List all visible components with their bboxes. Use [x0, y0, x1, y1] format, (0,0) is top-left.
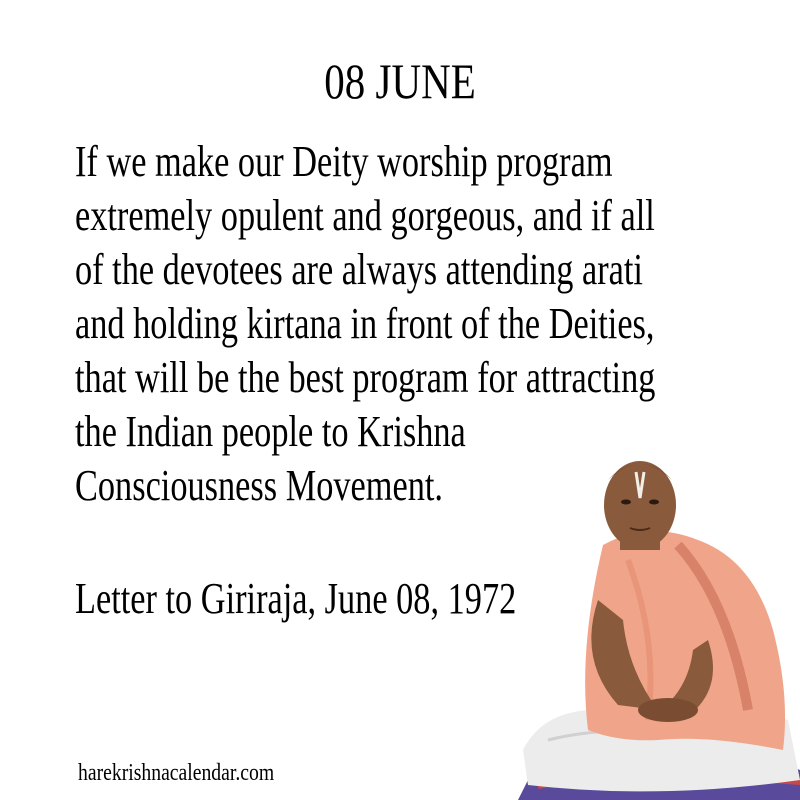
head [604, 461, 676, 549]
quote-line: the Indian people to Krishna [75, 407, 466, 456]
website-url: harekrishnacalendar.com [78, 760, 275, 786]
quote-line: If we make our Deity worship program [75, 137, 613, 186]
quote-line: and holding kirtana in front of the Deities, [75, 299, 655, 348]
quote-line: that will be the best program for attracting [75, 353, 656, 402]
date-heading: 08 JUNE [324, 53, 476, 109]
quote-line: Consciousness Movement. [75, 461, 443, 510]
hands [638, 698, 698, 722]
portrait-image [508, 450, 800, 800]
quote-source: Letter to Giriraja, June 08, 1972 [75, 574, 517, 623]
quote-line: of the devotees are always attending arati [75, 245, 643, 294]
quote-line: extremely opulent and gorgeous, and if all [75, 191, 655, 240]
